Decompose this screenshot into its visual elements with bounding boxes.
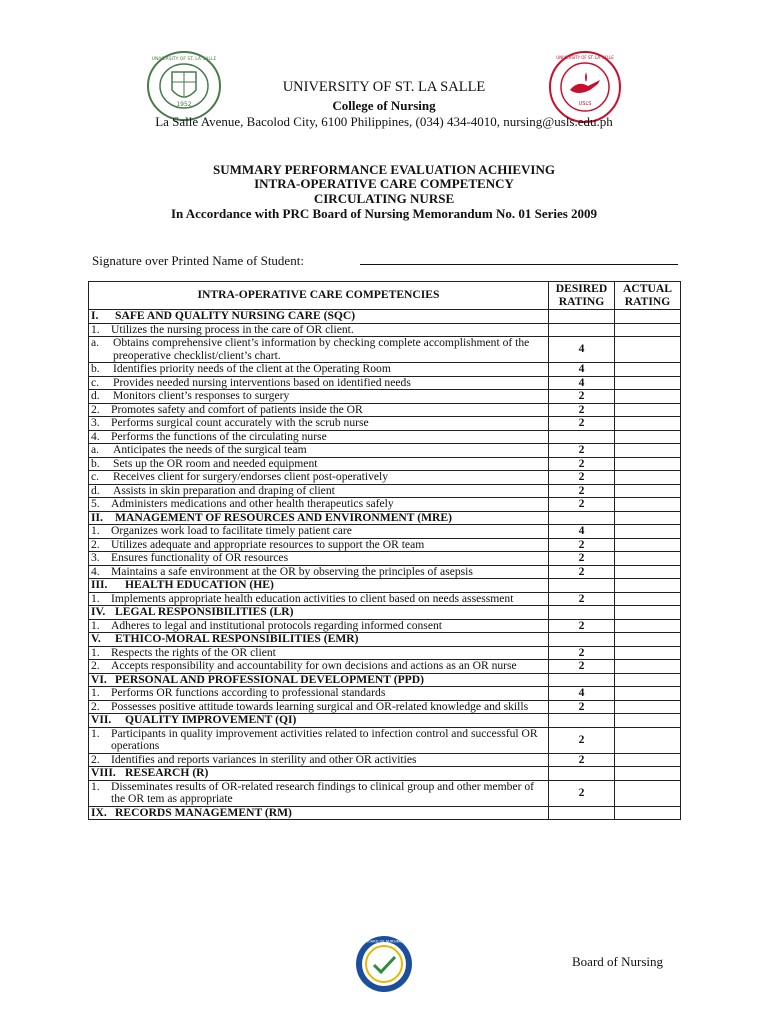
item-number: 1. xyxy=(91,686,100,699)
subitem-text: Assists in skin preparation and draping of client xyxy=(113,483,335,497)
item-text: Organizes work load to facilitate timely patient care xyxy=(111,524,352,537)
section-number: V. xyxy=(91,632,101,645)
desired-rating-cell: 2 xyxy=(549,390,615,404)
item-text: Participants in quality improvement activities related to infection control and successful OR operations xyxy=(111,726,538,752)
item-number: 2. xyxy=(91,537,100,551)
item-text: Adheres to legal and institutional protocols regarding informed consent xyxy=(111,618,442,632)
actual-rating-cell[interactable] xyxy=(615,525,681,539)
desired-rating-cell: 2 xyxy=(549,700,615,714)
item-row xyxy=(89,687,681,701)
board-of-nursing-seal xyxy=(354,934,414,994)
item-number: 1. xyxy=(91,618,100,632)
section-row xyxy=(89,310,681,324)
doc-title-line3: CIRCULATING NURSE xyxy=(313,191,455,206)
desired-rating-cell: 2 xyxy=(549,538,615,552)
section-title: ETHICO-MORAL RESPONSIBILITIES (EMR) xyxy=(115,632,359,645)
desired-rating-cell xyxy=(549,606,615,620)
subitem-text: Identifies priority needs of the client at the Operating Room xyxy=(113,362,391,375)
desired-rating-cell: 2 xyxy=(549,619,615,633)
actual-rating-cell[interactable] xyxy=(615,660,681,674)
item-row xyxy=(89,538,681,552)
item-text: Accepts responsibility and accountability for own decisions and actions as an OR nurse xyxy=(111,659,517,672)
desired-rating-cell xyxy=(549,430,615,444)
actual-rating-cell[interactable] xyxy=(615,538,681,552)
item-text: Performs the functions of the circulating nurse xyxy=(111,429,327,443)
item-row xyxy=(89,403,681,417)
section-row xyxy=(89,673,681,687)
section-title: MANAGEMENT OF RESOURCES AND ENVIRONMENT (MRE) xyxy=(115,510,452,524)
actual-rating-cell[interactable] xyxy=(615,417,681,431)
subitem-letter: c. xyxy=(91,470,100,483)
section-title: QUALITY IMPROVEMENT (QI) xyxy=(125,713,297,726)
actual-rating-cell[interactable] xyxy=(615,323,681,337)
actual-rating-cell[interactable] xyxy=(615,403,681,417)
seal-caption: UNIVERSITY OF ST. LA SALLE xyxy=(151,57,217,62)
subitem-text: Sets up the OR room and needed equipment xyxy=(113,456,318,470)
actual-rating-cell[interactable] xyxy=(615,337,681,363)
desired-rating-cell: 2 xyxy=(549,565,615,579)
subitem-letter: b. xyxy=(91,362,100,375)
table-header-row xyxy=(89,282,681,310)
item-number: 2. xyxy=(91,699,100,713)
desired-rating-cell: 2 xyxy=(549,780,615,806)
desired-rating-cell: 2 xyxy=(549,498,615,512)
desired-rating-cell: 4 xyxy=(549,525,615,539)
actual-rating-cell[interactable] xyxy=(615,646,681,660)
section-number: VII. xyxy=(91,713,112,726)
actual-rating-cell[interactable] xyxy=(615,565,681,579)
desired-rating-cell xyxy=(549,323,615,337)
section-number: IV. xyxy=(91,605,106,618)
item-row xyxy=(89,780,681,806)
header-competencies: INTRA-OPERATIVE CARE COMPETENCIES xyxy=(89,282,549,310)
subitem-row xyxy=(89,471,681,485)
desired-rating-cell: 2 xyxy=(549,753,615,767)
section-title: RESEARCH (R) xyxy=(125,766,209,779)
actual-rating-cell[interactable] xyxy=(615,687,681,701)
item-text: Maintains a safe environment at the OR by observing the principles of asepsis xyxy=(111,564,473,578)
item-text: Disseminates results of OR-related research findings to clinical group and other member of the OR tem as appropriate xyxy=(111,779,535,805)
item-text: Administers medications and other health therapeutics safely xyxy=(111,497,394,510)
section-number: III. xyxy=(91,578,108,591)
item-row xyxy=(89,565,681,579)
desired-rating-cell: 2 xyxy=(549,403,615,417)
actual-rating-cell[interactable] xyxy=(615,806,681,820)
section-row xyxy=(89,714,681,728)
header-desired-rating: DESIRED RATING xyxy=(549,282,615,310)
seal-caption-bottom: BOARD OF NURSING xyxy=(365,939,403,944)
desired-rating-cell: 2 xyxy=(549,727,615,753)
item-number: 4. xyxy=(91,429,100,443)
competency-table xyxy=(88,281,681,820)
subitem-letter: d. xyxy=(91,389,100,402)
item-number: 1. xyxy=(91,779,100,793)
actual-rating-cell[interactable] xyxy=(615,430,681,444)
section-title: LEGAL RESPONSIBILITIES (LR) xyxy=(115,605,294,618)
section-title: SAFE AND QUALITY NURSING CARE (SQC) xyxy=(115,309,356,322)
doc-title-line2: INTRA-OPERATIVE CARE COMPETENCY xyxy=(254,176,514,191)
item-text: Respects the rights of the OR client xyxy=(111,645,276,659)
actual-rating-cell[interactable] xyxy=(615,606,681,620)
item-row xyxy=(89,753,681,767)
item-number: 1. xyxy=(91,524,100,537)
subitem-letter: d. xyxy=(91,483,100,497)
desired-rating-cell xyxy=(549,806,615,820)
item-row xyxy=(89,417,681,431)
signature-label: Signature over Printed Name of Student: xyxy=(92,253,304,268)
actual-rating-cell[interactable] xyxy=(615,471,681,485)
desired-rating-cell: 2 xyxy=(549,646,615,660)
desired-rating-cell: 4 xyxy=(549,376,615,390)
doc-title-line1: SUMMARY PERFORMANCE EVALUATION ACHIEVING xyxy=(212,162,555,177)
seal-caption-right: UNIVERSITY OF ST. LA SALLE xyxy=(556,55,614,60)
section-row xyxy=(89,806,681,820)
item-number: 3. xyxy=(91,416,100,429)
subitem-text: Receives client for surgery/endorses client post-operatively xyxy=(113,470,389,483)
item-number: 1. xyxy=(91,726,100,740)
actual-rating-cell[interactable] xyxy=(615,727,681,753)
desired-rating-cell: 2 xyxy=(549,417,615,431)
section-title: RECORDS MANAGEMENT (RM) xyxy=(115,805,292,819)
subitem-row xyxy=(89,457,681,471)
item-number: 1. xyxy=(91,591,100,605)
desired-rating-cell xyxy=(549,714,615,728)
section-row xyxy=(89,606,681,620)
item-row xyxy=(89,727,681,753)
section-row xyxy=(89,767,681,781)
section-row xyxy=(89,511,681,525)
item-number: 2. xyxy=(91,659,100,672)
subitem-row xyxy=(89,376,681,390)
item-number: 1. xyxy=(91,645,100,659)
subitem-letter: c. xyxy=(91,375,100,389)
actual-rating-cell[interactable] xyxy=(615,310,681,324)
actual-rating-cell[interactable] xyxy=(615,714,681,728)
actual-rating-cell[interactable] xyxy=(615,579,681,593)
section-number: II. xyxy=(91,510,103,524)
subitem-row xyxy=(89,390,681,404)
item-row xyxy=(89,552,681,566)
actual-rating-cell[interactable] xyxy=(615,619,681,633)
college-address: La Salle Avenue, Bacolod City, 6100 Philippines, (034) 434-4010, nursing@usls.edu.ph xyxy=(155,114,613,129)
desired-rating-cell: 2 xyxy=(549,471,615,485)
item-text: Performs surgical count accurately with the scrub nurse xyxy=(111,416,369,429)
desired-rating-cell xyxy=(549,310,615,324)
desired-rating-cell: 4 xyxy=(549,337,615,363)
item-row xyxy=(89,525,681,539)
actual-rating-cell[interactable] xyxy=(615,592,681,606)
desired-rating-cell: 2 xyxy=(549,552,615,566)
actual-rating-cell[interactable] xyxy=(615,444,681,458)
actual-rating-cell[interactable] xyxy=(615,700,681,714)
subitem-row xyxy=(89,363,681,377)
desired-rating-cell: 4 xyxy=(549,363,615,377)
item-text: Utilizes adequate and appropriate resources to support the OR team xyxy=(111,537,425,551)
section-number: VI. xyxy=(91,672,107,686)
actual-rating-cell[interactable] xyxy=(615,780,681,806)
item-text: Performs OR functions according to professional standards xyxy=(111,686,386,699)
desired-rating-cell: 2 xyxy=(549,444,615,458)
college-name: College of Nursing xyxy=(332,98,436,113)
actual-rating-cell[interactable] xyxy=(615,552,681,566)
item-text: Identifies and reports variances in sterility and other OR activities xyxy=(111,752,417,766)
desired-rating-cell xyxy=(549,579,615,593)
section-number: VIII. xyxy=(91,766,116,779)
item-text: Utilizes the nursing process in the care of OR client. xyxy=(111,322,354,336)
actual-rating-cell[interactable] xyxy=(615,376,681,390)
item-number: 1. xyxy=(91,322,100,336)
item-row xyxy=(89,660,681,674)
item-number: 3. xyxy=(91,551,100,564)
desired-rating-cell xyxy=(549,673,615,687)
desired-rating-cell: 2 xyxy=(549,457,615,471)
item-number: 2. xyxy=(91,402,100,416)
subitem-text: Monitors client’s responses to surgery xyxy=(113,389,290,402)
desired-rating-cell: 2 xyxy=(549,660,615,674)
item-row xyxy=(89,592,681,606)
item-row xyxy=(89,430,681,444)
actual-rating-cell[interactable] xyxy=(615,511,681,525)
actual-rating-cell[interactable] xyxy=(615,457,681,471)
subitem-row xyxy=(89,444,681,458)
subitem-text: Obtains comprehensive client’s information by checking complete accomplishment of the preoperative checklist/client’s chart. xyxy=(113,336,530,362)
item-text: Possesses positive attitude towards learning surgical and OR-related knowledge and skills xyxy=(111,699,529,713)
university-name: UNIVERSITY OF ST. LA SALLE xyxy=(282,79,486,95)
desired-rating-cell xyxy=(549,511,615,525)
header-actual-rating: ACTUAL RATING xyxy=(615,282,681,310)
section-row xyxy=(89,633,681,647)
item-row xyxy=(89,700,681,714)
subitem-letter: a. xyxy=(91,443,100,456)
section-number: I. xyxy=(91,309,99,322)
actual-rating-cell[interactable] xyxy=(615,498,681,512)
seal-sub: USLS xyxy=(578,101,592,107)
doc-title-line4: In Accordance with PRC Board of Nursing Memorandum No. 01 Series 2009 xyxy=(170,206,598,221)
actual-rating-cell[interactable] xyxy=(615,363,681,377)
desired-rating-cell xyxy=(549,767,615,781)
section-title: HEALTH EDUCATION (HE) xyxy=(125,578,274,591)
footer-board-of-nursing: Board of Nursing xyxy=(572,954,663,969)
seal-year: 1952 xyxy=(176,101,192,108)
item-number: 5. xyxy=(91,497,100,510)
signature-line[interactable] xyxy=(360,264,678,265)
item-row xyxy=(89,646,681,660)
item-row xyxy=(89,323,681,337)
subitem-text: Provides needed nursing interventions based on identified needs xyxy=(113,375,411,389)
actual-rating-cell[interactable] xyxy=(615,767,681,781)
section-row xyxy=(89,579,681,593)
desired-rating-cell: 2 xyxy=(549,592,615,606)
desired-rating-cell: 2 xyxy=(549,484,615,498)
actual-rating-cell[interactable] xyxy=(615,484,681,498)
item-text: Implements appropriate health education activities to client based on needs assessment xyxy=(111,591,514,605)
actual-rating-cell[interactable] xyxy=(615,673,681,687)
item-number: 4. xyxy=(91,564,100,578)
item-number: 2. xyxy=(91,752,100,766)
item-row xyxy=(89,498,681,512)
section-number: IX. xyxy=(91,805,107,819)
subitem-text: Anticipates the needs of the surgical team xyxy=(113,443,307,456)
desired-rating-cell: 4 xyxy=(549,687,615,701)
actual-rating-cell[interactable] xyxy=(615,633,681,647)
item-text: Ensures functionality of OR resources xyxy=(111,551,289,564)
subitem-row xyxy=(89,337,681,363)
actual-rating-cell[interactable] xyxy=(615,390,681,404)
subitem-row xyxy=(89,484,681,498)
item-text: Promotes safety and comfort of patients inside the OR xyxy=(111,402,363,416)
subitem-letter: a. xyxy=(91,336,100,349)
subitem-letter: b. xyxy=(91,456,100,470)
section-title: PERSONAL AND PROFESSIONAL DEVELOPMENT (PPD) xyxy=(115,672,424,686)
item-row xyxy=(89,619,681,633)
actual-rating-cell[interactable] xyxy=(615,753,681,767)
desired-rating-cell xyxy=(549,633,615,647)
